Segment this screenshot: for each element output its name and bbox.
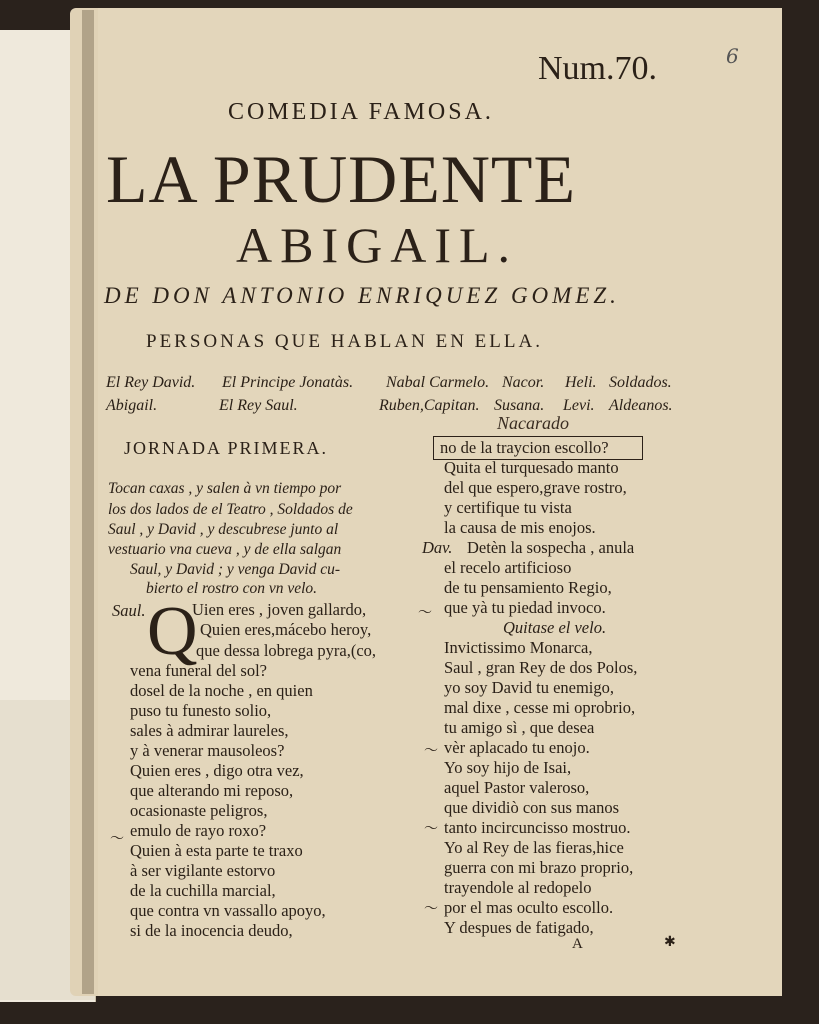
verse-line: el recelo artificioso [444, 558, 572, 577]
stage-direction: Quitase el velo. [503, 618, 607, 637]
page-gutter [82, 10, 94, 994]
verse-line: Detèn la sospecha , anula [467, 538, 635, 557]
verse-line: Uien eres , joven gallardo, [192, 600, 367, 619]
pencil-note: 6 [726, 44, 739, 68]
ink-mark: 〜 [110, 831, 124, 847]
ink-mark: 〜 [424, 821, 438, 837]
personas-heading: PERSONAS QUE HABLAN EN ELLA. [146, 331, 543, 352]
verse-line: Quien à esta parte te traxo [130, 841, 303, 860]
title-line-1: LA PRUDENTE [106, 141, 576, 217]
act-heading: JORNADA PRIMERA. [124, 438, 329, 458]
verse-line: Quien eres , digo otra vez, [130, 761, 304, 780]
verse-line: vena funeral del sol? [130, 661, 267, 680]
header: COMEDIA FAMOSA. [228, 99, 494, 125]
speaker-saul: Saul. [112, 601, 146, 620]
verse-line: de la cuchilla marcial, [130, 881, 276, 900]
ink-mark: 〜 [424, 901, 438, 917]
verse-line: à ser vigilante estorvo [130, 861, 276, 880]
verse-line: que yà tu piedad invoco. [444, 598, 606, 617]
page-number: Num.70. [538, 50, 657, 87]
cast-item: Abigail. [106, 397, 158, 414]
title-line-2: ABIGAIL. [236, 217, 519, 273]
verse-line: vèr aplacado tu enojo. [444, 738, 590, 757]
verse-line: y à venerar mausoleos? [130, 741, 285, 760]
verse-line: dosel de la noche , en quien [130, 681, 313, 700]
handwritten-note: Nacarado [497, 413, 569, 433]
cast-item: Levi. [563, 397, 595, 414]
verse-line: que contra vn vassallo apoyo, [130, 901, 326, 920]
verse-line: Yo al Rey de las fieras,hice [444, 838, 624, 857]
verse-line: aquel Pastor valeroso, [444, 778, 590, 797]
verse-line: emulo de rayo roxo? [130, 821, 267, 840]
cast-item: El Rey Saul. [219, 397, 298, 414]
cast-item: El Rey David. [106, 374, 196, 391]
cast-item: Aldeanos. [609, 397, 673, 414]
cast-item: Soldados. [609, 374, 672, 391]
stage-direction-line: bierto el rostro con vn velo. [146, 580, 318, 597]
verse-line: que alterando mi reposo, [130, 781, 294, 800]
verse-line: Y despues de fatigado, [444, 918, 594, 937]
verse-line: Quita el turquesado manto [444, 458, 619, 477]
ink-mark: 〜 [424, 743, 438, 759]
cast-item: Nacor. [502, 374, 545, 391]
stage-direction-line: Tocan caxas , y salen à vn tiempo por [108, 480, 342, 497]
verse-line: y certifique tu vista [444, 498, 572, 517]
stage-direction-line: Saul , y David , y descubrese junto al [108, 521, 339, 538]
ink-mark: ✱ [664, 934, 676, 950]
drop-cap: Q [147, 593, 198, 670]
verse-line: Quien eres,mácebo heroy, [200, 620, 372, 639]
verse-line: guerra con mi brazo proprio, [444, 858, 634, 877]
cast-item: Ruben,Capitan. [379, 397, 480, 414]
verse-line: sales à admirar laureles, [130, 721, 289, 740]
cast-item: Susana. [494, 397, 545, 414]
verse-line: mal dixe , cesse mi oprobrio, [444, 698, 636, 717]
stage-direction-line: los dos lados de el Teatro , Soldados de [108, 501, 353, 518]
verse-line: trayendole al redopelo [444, 878, 592, 897]
catchword: A [572, 936, 583, 952]
verse-line: si de la inocencia deudo, [130, 921, 293, 940]
verse-line: Saul , gran Rey de dos Polos, [444, 658, 638, 677]
verse-line: yo soy David tu enemigo, [444, 678, 615, 697]
verse-line: por el mas oculto escollo. [444, 898, 614, 917]
verse-line: tanto incircuncisso mostruo. [444, 818, 631, 837]
verse-line: ocasionaste peligros, [130, 801, 268, 820]
stage-direction-line: vestuario vna cueva , y de ella salgan [108, 541, 342, 558]
cast-item: Heli. [565, 374, 597, 391]
verse-line: puso tu funesto solio, [130, 701, 272, 720]
cast-item: Nabal Carmelo. [386, 374, 490, 391]
speaker-dav: Dav. [422, 538, 453, 557]
verse-line: Yo soy hijo de Isai, [444, 758, 572, 777]
verse-line: que dessa lobrega pyra,(co, [196, 641, 377, 660]
cast-item: El Principe Jonatàs. [222, 374, 354, 391]
verse-line: de tu pensamiento Regio, [444, 578, 612, 597]
verse-line: Invictissimo Monarca, [444, 638, 593, 657]
verse-line: que dividiò con sus manos [444, 798, 620, 817]
verse-line: del que espero,grave rostro, [444, 478, 627, 497]
author-line: DE DON ANTONIO ENRIQUEZ GOMEZ. [104, 283, 620, 308]
ink-mark: 〜 [418, 605, 432, 621]
verse-line: la causa de mis enojos. [444, 518, 596, 537]
stage-direction-line: Saul, y David ; y venga David cu- [130, 561, 341, 578]
verse-line: no de la traycion escollo? [440, 438, 609, 457]
verse-line: tu amigo sì , que desea [444, 718, 595, 737]
